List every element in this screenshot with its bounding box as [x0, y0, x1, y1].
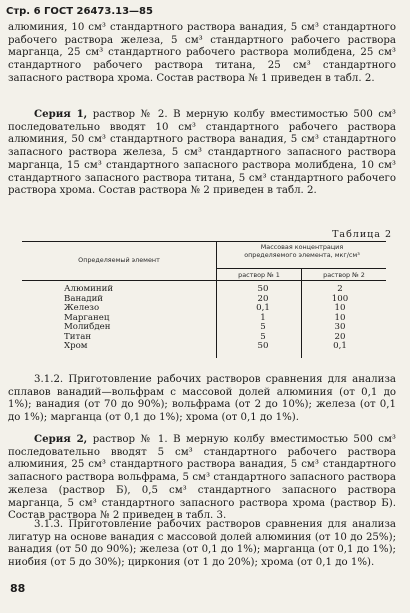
table-head-rule — [22, 280, 386, 281]
table-cell-solution-1: 50 — [257, 341, 269, 351]
table-head-solution-1: раствор № 1 — [238, 271, 280, 279]
table-cell-solution-2: 10 — [334, 303, 346, 313]
paragraph-series-1 — [8, 108, 396, 198]
table-head-solution-2: раствор № 2 — [323, 271, 365, 279]
table-cell-solution-1: 20 — [257, 293, 269, 304]
table-cell-solution-1: 0,1 — [256, 303, 270, 313]
table-cell-element: Титан — [64, 331, 92, 342]
table-cell-element: Железо — [64, 303, 100, 313]
table-cell-solution-2: 100 — [331, 293, 349, 304]
table-head-concentration: Массовая концентрация определяемого элемента, мкг/см³ — [244, 243, 360, 259]
paragraph-series-2 — [8, 433, 396, 523]
table-cell-solution-2: 10 — [334, 312, 346, 323]
page-header: Стр. 6 ГОСТ 26473.13—85 — [6, 6, 153, 17]
table-cell-solution-1: 1 — [260, 312, 266, 323]
series-2-body: раствор № 1. В мерную колбу вместимостью 500 см³ последовательно вводят 5 см³ стандартного рабочего раствора алюминия, 25 см³ стандартного раствора ванадия, 5 см³ стандартного запасного раствора вольфрама, 5 см³ стандартного запасного раствора железа (раствор Б), 0,5 см³ стандартного запасного раствора марганца, 5 см³ стандартного запасного раствора хрома (раствор Б). Состав раствора № 2 приведен в табл. 3. — [8, 434, 397, 522]
paragraph-1: алюминия, 10 см³ стандартного раствора ванадия, 5 см³ стандартного рабочего раствора железа, 5 см³ стандартного рабочего раствора марганца, 25 см³ стандартного рабочего раствора молибдена, 25 см³ стандартного рабочего раствора титана, 25 см³ стандартного запасного раствора хрома. Состав раствора № 1 приведен в табл. 2. — [8, 22, 396, 84]
series-1-lead: Серия 1, — [34, 108, 88, 120]
table-cell-solution-2: 2 — [337, 284, 343, 294]
series-2-lead: Серия 2, — [34, 433, 88, 445]
table-top-rule — [22, 241, 386, 242]
table-cell-element: Алюминий — [64, 284, 114, 294]
table-cell-element: Хром — [64, 341, 88, 351]
table-cell-solution-1: 5 — [260, 322, 266, 332]
table-cell-solution-1: 50 — [257, 284, 269, 294]
paragraph-3-1-3: 3.1.3. Приготовление рабочих растворов сравнения для анализа лигатур на основе ванадия с массовой долей алюминия (от 10 до 25%); ванадия (от 50 до 90%); железа (от 0,1 до 1%); марганца (от 0,1 до 1%); ниобия (от 5 до 30%); циркония (от 1 до 20%); хрома (от 0,1 до 1%). — [8, 519, 396, 569]
table-caption: Таблица 2 — [332, 229, 392, 240]
paragraph-3-1-2: 3.1.2. Приготовление рабочих растворов сравнения для анализа сплавов ванадий—вольфрам с массовой долей алюминия (от 0,1 до 1%); ванадия (от 70 до 90%); вольфрама (от 2 до 10%); железа (от 0,1 до 1%); марганца (от 0,1 до 1%); хрома (от 0,1 до 1%). — [8, 374, 396, 424]
table-cell-solution-2: 30 — [334, 322, 346, 332]
table-cell-solution-2: 0,1 — [333, 341, 347, 351]
table-vrule-2 — [301, 268, 302, 358]
table-cell-element: Ванадий — [64, 293, 104, 304]
page-number: 88 — [10, 582, 26, 595]
series-1-body: раствор № 2. В мерную колбу вместимостью 500 см³ последовательно вводят 10 см³ стандартного рабочего раствора алюминия, 50 см³ стандартного раствора ванадия, 5 см³ стандартного запасного раствора железа, 5 см³ стандартного запасного раствора марганца, 15 см³ стандартного запасного раствора молибдена, 10 см³ стандартного запасного раствора титана, 5 см³ стандартного рабочего раствора хрома. Состав раствора № 2 приведен в табл. 2. — [8, 109, 397, 197]
table-cell-element: Марганец — [64, 312, 110, 323]
table-cell-solution-2: 20 — [334, 331, 346, 342]
table-cell-solution-1: 5 — [260, 331, 266, 342]
table-vrule-1 — [216, 241, 217, 358]
table-cell-element: Молибден — [64, 322, 111, 332]
table-head-element: Определяемый элемент — [78, 256, 160, 264]
